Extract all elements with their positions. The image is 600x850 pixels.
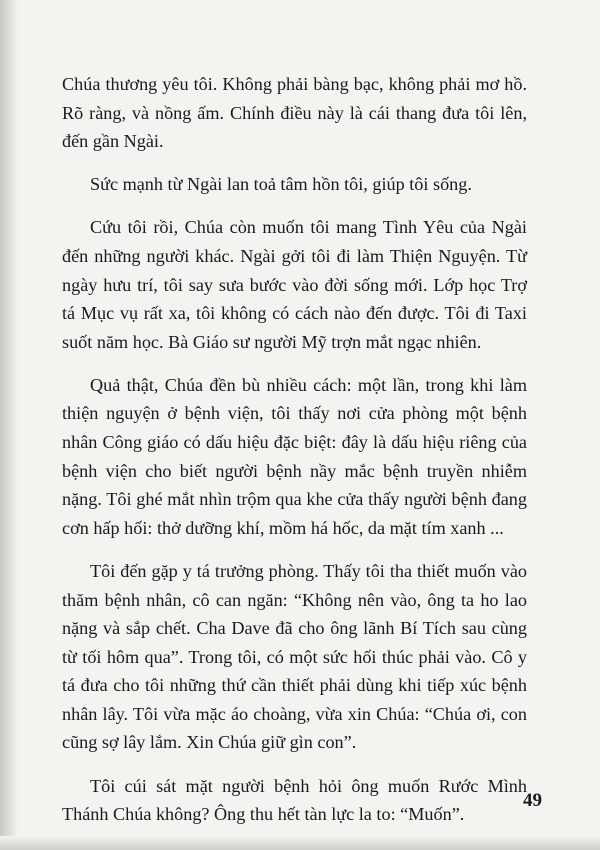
page-number: 49 bbox=[523, 790, 542, 811]
paragraph: Quả thật, Chúa đền bù nhiều cách: một lần, trong khi làm thiện nguyện ở bệnh viện, tôi thấy nơi cửa phòng một bệnh nhân Công giáo có dấu hiệu đặc biệt: đây là dấu hiệu riêng của bệnh viện cho biết người bệnh nầy mắc bệnh truyền nhiễm nặng. Tôi ghé mắt nhìn trộm qua khe cửa thấy người bệnh đang cơn hấp hối: thở dưỡng khí, mồm há hốc, da mặt tím xanh ... bbox=[62, 374, 527, 538]
paragraph: Cứu tôi rồi, Chúa còn muốn tôi mang Tình Yêu của Ngài đến những người khác. Ngài gởi tôi đi làm Thiện Nguyện. Từ ngày hưu trí, tôi say sưa bước vào đời sống mới. Lớp học Trợ tá Mục vụ rất xa, tôi không có cách nào đến được. Tôi đi Taxi suốt năm học. Bà Giáo sư người Mỹ trợn mắt ngạc nhiên. bbox=[62, 217, 527, 352]
paragraph: Tôi cúi sát mặt người bệnh hỏi ông muốn Rước Mình Thánh Chúa không? Ông thu hết tàn lực la to: “Muốn”. bbox=[62, 775, 527, 825]
paragraph: Sức mạnh từ Ngài lan toả tâm hồn tôi, giúp tôi sống. bbox=[90, 174, 472, 195]
paragraph: Tôi đến gặp y tá trưởng phòng. Thấy tôi tha thiết muốn vào thăm bệnh nhân, cô can ngăn: “Không nên vào, ông ta ho lao nặng và sắp chết. Cha Dave đã cho ông lãnh Bí Tích sau cùng từ tối hôm qua”. Trong tôi, có một sức hối thúc phải vào. Cô y tá đưa cho tôi những thứ cần thiết phải dùng khi tiếp xúc bệnh nhân lây. Tôi vừa mặc áo choàng, vừa xin Chúa: “Chúa ơi, con cũng sợ lây lắm. Xin Chúa giữ gìn con”. bbox=[62, 560, 527, 753]
paragraph: Chúa thương yêu tôi. Không phải bàng bạc, không phải mơ hồ. Rõ ràng, và nồng ấm. Chính điều này là cái thang đưa tôi lên, đến gần Ngài. bbox=[62, 74, 527, 152]
page-gutter-shadow bbox=[0, 0, 18, 850]
body-text bbox=[62, 70, 527, 843]
